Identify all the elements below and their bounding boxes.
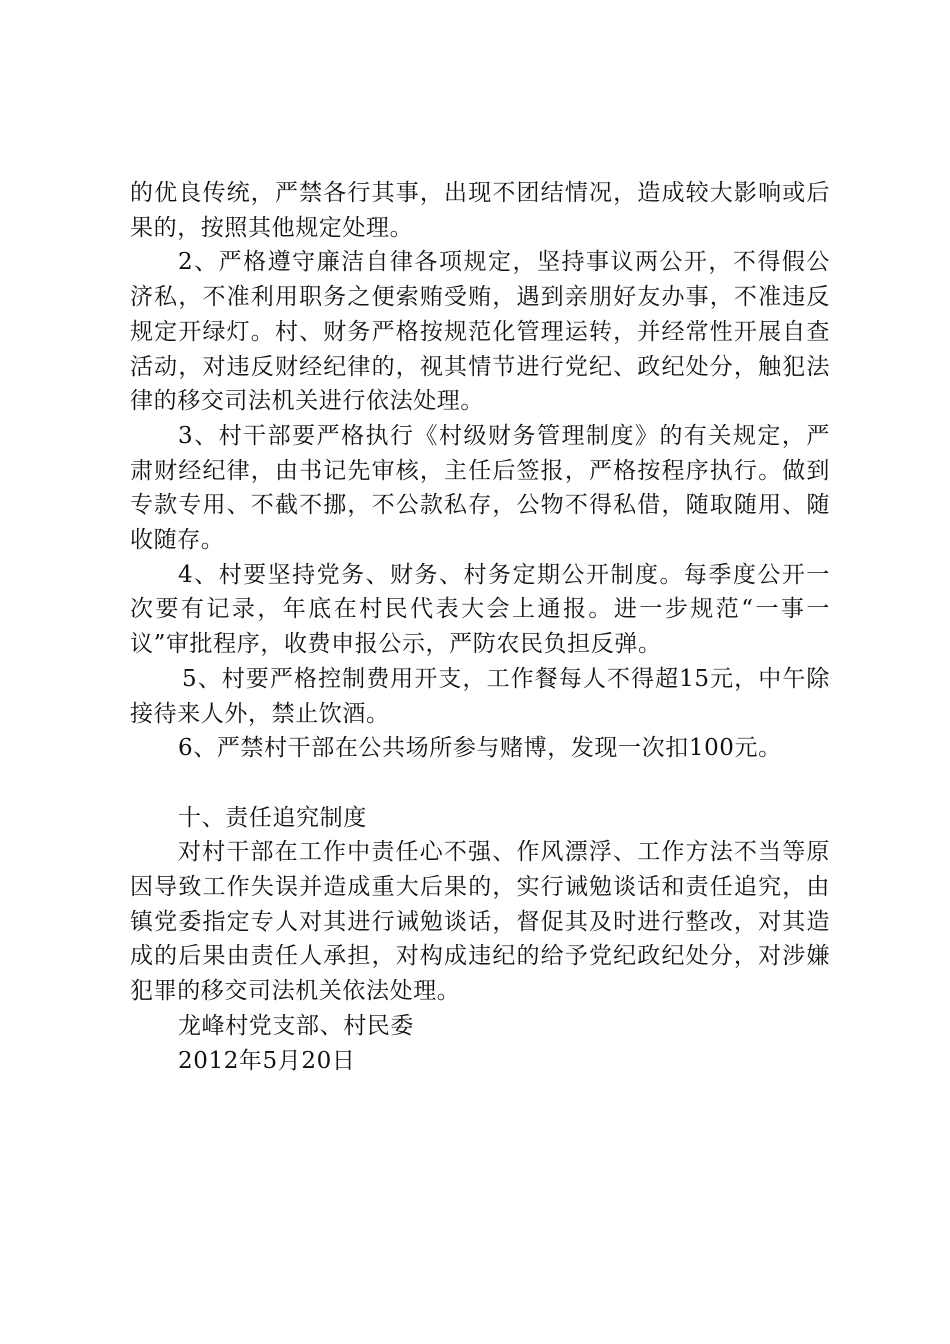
paragraph-continuation: 的优良传统，严禁各行其事，出现不团结情况，造成较大影响或后果的，按照其他规定处理。: [130, 180, 830, 241]
blank-line: [130, 766, 830, 801]
section-paragraph: 对村干部在工作中责任心不强、作风漂浮、工作方法不当等原因导致工作失误并造成重大后果的，实行诫勉谈话和责任追究，由镇党委指定专人对其进行诫勉谈话，督促其及时进行整改，对其造成的后果由责任人承担，对构成违纪的给予党纪政纪处分，对涉嫌犯罪的移交司法机关依法处理。: [130, 839, 830, 1005]
signature-org: 龙峰村党支部、村民委: [178, 1012, 414, 1039]
paragraph-rule-5: 5、村要严格控制费用开支，工作餐每人不得超15元，中午除接待来人外，禁止饮酒。: [130, 665, 830, 727]
document-body: [130, 176, 830, 1078]
paragraph-rule-3: 3、村干部要严格执行《村级财务管理制度》的有关规定，严肃财经纪律，由书记先审核，主任后签报，严格按程序执行。做到专款专用、不截不挪，不公款私存，公物不得私借，随取随用、随收随存。: [130, 422, 830, 554]
signature-date: 2012年5月20日: [178, 1047, 356, 1074]
section-heading: 十、责任追究制度: [178, 804, 367, 831]
paragraph-rule-4: 4、村要坚持党务、财务、村务定期公开制度。每季度公开一次要有记录，年底在村民代表大会上通报。进一步规范“一事一议”审批程序，收费申报公示，严防农民负担反弹。: [130, 561, 830, 658]
paragraph-rule-6: 6、严禁村干部在公共场所参与赌博，发现一次扣100元。: [178, 735, 782, 762]
paragraph-rule-2: 2、严格遵守廉洁自律各项规定，坚持事议两公开，不得假公济私，不准利用职务之便索贿受贿，遇到亲朋好友办事，不准违反规定开绿灯。村、财务严格按规范化管理运转，并经常性开展自查活动，对违反财经纪律的，视其情节进行党纪、政纪处分，触犯法律的移交司法机关进行依法处理。: [130, 249, 830, 415]
